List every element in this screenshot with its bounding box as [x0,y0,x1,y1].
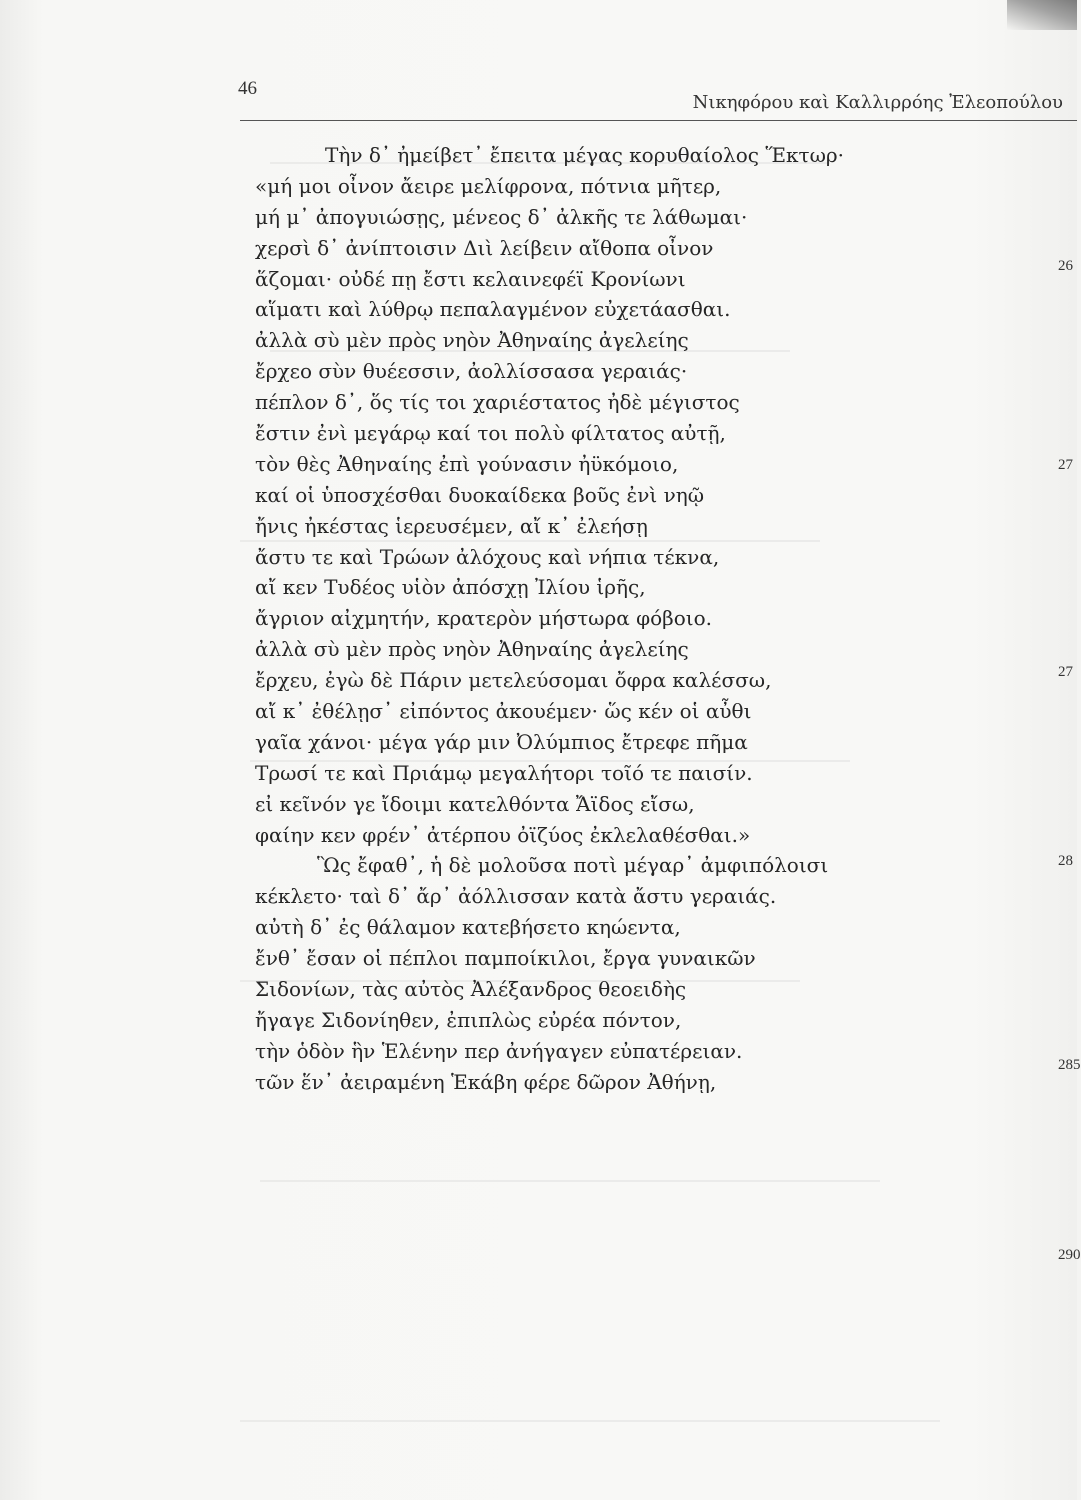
line-number: 290 [1058,1247,1081,1263]
verse-line: αἴ κ᾽ ἐθέλῃσ᾽ εἰπόντος ἀκουέμεν· ὥς κέν οἱ αὖθι [255,699,752,724]
verse-line: ἄστυ τε καὶ Τρώων ἀλόχους καὶ νήπια τέκνα, [255,544,720,569]
verse-line: αἴ κεν Τυδέος υἱὸν ἀπόσχῃ Ἰλίου ἱρῆς, [255,575,646,600]
verse-line: Σιδονίων, τὰς αὐτὸς Ἀλέξανδρος θεοειδὴς [255,977,687,1002]
running-head: Νικηφόρου καὶ Καλλιρρόης Ἐλεοπούλου [692,92,1063,113]
verse-line: αἵματι καὶ λύθρῳ πεπαλαγμένον εὐχετάασθαι. [255,297,731,322]
line-number: 28 [1058,853,1073,869]
verse-line: ἤνις ἠκέστας ἱερευσέμεν, αἴ κ᾽ ἐλεήσῃ [255,513,648,538]
verse-line: αὐτὴ δ᾽ ἐς θάλαμον κατεβήσετο κηώεντα, [255,915,681,940]
verse-line: ἤγαγε Σιδονίηθεν, ἐπιπλὼς εὐρέα πόντον, [255,1007,682,1032]
line-number: 27 [1058,457,1073,473]
verse-line: γαῖα χάνοι· μέγα γάρ μιν Ὀλύμπιος ἔτρεφε πῆμα [255,729,748,754]
verse-line: φαίην κεν φρέν᾽ ἀτέρπου ὀϊζύος ἐκλελαθέσθαι.» [255,822,751,847]
verse-line: τῶν ἕν᾽ ἀειραμένη Ἑκάβη φέρε δῶρον Ἀθήνῃ, [255,1069,717,1094]
verse-line: ἅζομαι· οὐδέ πῃ ἔστι κελαινεφέϊ Κρονίωνι [255,266,686,291]
page-number: 46 [238,78,257,99]
page-corner-shadow [1007,0,1077,30]
verse-line: ἔρχεο σὺν θυέεσσιν, ἀολλίσσασα γεραιάς· [255,359,688,384]
line-number: 27 [1058,664,1073,680]
verse-block [255,140,895,1098]
verse-line: τὸν θὲς Ἀθηναίης ἐπὶ γούνασιν ἠϋκόμοιο, [255,451,679,476]
verse-line: μή μ᾽ ἀπογυιώσῃς, μένεος δ᾽ ἀλκῆς τε λάθωμαι· [255,204,748,229]
verse-line: κέκλετο· ταὶ δ᾽ ἄρ᾽ ἀόλλισσαν κατὰ ἄστυ γεραιάς. [255,884,777,909]
verse-line: χερσὶ δ᾽ ἀνίπτοισιν Διὶ λείβειν αἴθοπα οἶνον [255,235,714,260]
verse-line: Τρωσί τε καὶ Πριάμῳ μεγαλήτορι τοῖό τε παισίν. [255,760,753,785]
verse-line: ἀλλὰ σὺ μὲν πρὸς νηὸν Ἀθηναίης ἀγελείης [255,328,689,353]
verse-line: «μή μοι οἶνον ἄειρε μελίφρονα, πότνια μῆτερ, [255,173,722,198]
verse-line: ἄγριον αἰχμητήν, κρατερὸν μήστωρα φόβοιο. [255,606,713,631]
line-number: 26 [1058,258,1073,274]
verse-line: ἔρχευ, ἐγὼ δὲ Πάριν μετελεύσομαι ὄφρα καλέσσω, [255,668,772,693]
verse-line: ἔστιν ἐνὶ μεγάρῳ καί τοι πολὺ φίλτατος αὐτῇ, [255,421,726,446]
verse-line: Τὴν δ᾽ ἠμείβετ᾽ ἔπειτα μέγας κορυθαίολος Ἕκτωρ· [325,143,844,167]
verse-line: Ὣς ἔφαθ᾽, ἡ δὲ μολοῦσα ποτὶ μέγαρ᾽ ἀμφιπόλοισι [317,853,829,878]
verse-line: εἰ κεῖνόν γε ἴδοιμι κατελθόντα Ἄϊδος εἴσω, [255,791,695,816]
header-rule [240,120,1077,121]
line-number: 285 [1058,1057,1081,1073]
verse-line: ἀλλὰ σὺ μὲν πρὸς νηὸν Ἀθηναίης ἀγελείης [255,637,689,662]
verse-line: καί οἱ ὑποσχέσθαι δυοκαίδεκα βοῦς ἐνὶ νηῷ [255,482,705,507]
verse-line: ἔνθ᾽ ἔσαν οἱ πέπλοι παμποίκιλοι, ἔργα γυναικῶν [255,946,756,971]
verse-line: πέπλον δ᾽, ὅς τίς τοι χαριέστατος ἠδὲ μέγιστος [255,390,740,415]
verse-line: τὴν ὁδὸν ἣν Ἑλένην περ ἀνήγαγεν εὐπατέρειαν. [255,1038,743,1063]
